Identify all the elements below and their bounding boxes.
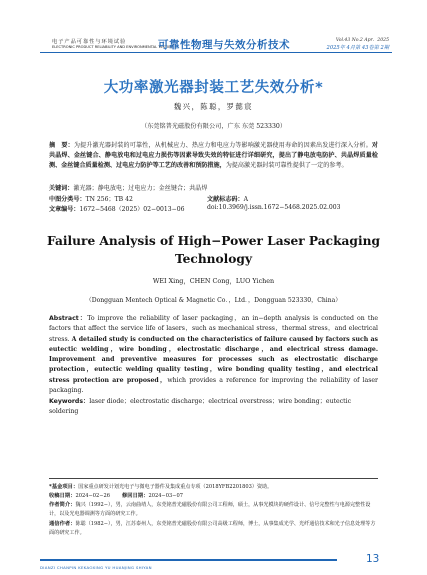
article-number-label: 文章编号：	[49, 206, 80, 213]
keywords-en	[49, 397, 378, 418]
clc-value: TN 256；TB 42	[85, 195, 133, 203]
abstract-en	[49, 314, 378, 396]
abstract-cn-label: 摘 要：	[49, 142, 74, 149]
issue-line: 2025年 4月第 43卷第 2期	[326, 45, 389, 51]
abstract-cn-tail: 为提高激光器封装可靠性提供了一定的参考。	[225, 161, 348, 169]
fund-label: *基金项目：	[49, 484, 79, 490]
section-title: 可靠性物理与失效分析技术	[158, 39, 290, 51]
received-value: 2024−02−26	[75, 493, 110, 499]
footer-rule	[40, 559, 337, 561]
journal-name-cn: 电子产品可靠性与环境试验	[52, 39, 127, 45]
meta-row-clc	[49, 194, 378, 204]
keywords-cn	[49, 183, 378, 193]
clc-label: 中图分类号：	[49, 195, 86, 203]
doc-code-label: 文献标志码：	[207, 195, 244, 203]
keywords-cn-label: 关键词：	[49, 185, 74, 192]
affiliation-cn: （东莞铭普光磁股份有限公司，广东 东莞 523330）	[140, 123, 287, 130]
corresponding-author-label: 通信作者：	[49, 521, 76, 527]
corresponding-author-text: 陈聪（1982−），男，江苏泰州人，东莞铭普光磁股份有限公司高级工程师，博士，从事集成光学、光纤通信技术和光子信息处理等方面的研究工作。	[49, 521, 376, 536]
abstract-en-label: Abstract：	[49, 315, 88, 322]
abstract-en-tail: which provides a reference for improving the reliability of laser packaging.	[49, 376, 378, 395]
abstract-en-text: To improve the reliability of laser packaging，an in−depth analysis is conducted on the factors that affect the service life of lasers，such as mechanical stress，thermal stress，and electrical stress.	[49, 315, 378, 343]
journal-name-en: ELECTRONIC PRODUCT RELIABILITY AND ENVIRONMENTAL TESTING	[52, 45, 174, 49]
fund-text: 国家重点研发计划光电子与微电子器件及集成重点专项（2018YFB2201803）资助。	[78, 484, 273, 490]
abstract-cn-bold-text: 对共晶焊、金丝键合、静电放电和过电应力损伤等因素导致失效的特征进行详细研究，提出了静电放电防护、共晶焊质量检测、金丝键合质量检测、过电应力防护等工艺的改善和预防措施，	[49, 142, 379, 169]
revised-label: 修回日期：	[121, 493, 149, 499]
paper-title-cn: 大功率激光器封装工艺失效分析*	[103, 80, 324, 96]
doi-label: doi:	[207, 204, 219, 211]
authors-cn: 魏兴，陈聪，罗懿宸	[173, 102, 254, 111]
header-rule	[40, 52, 392, 53]
doc-code-value: A	[243, 195, 248, 203]
volume-line: Vol.43 No.2 Apr．2025	[335, 38, 389, 43]
footnote-fund	[49, 483, 378, 492]
keywords-en-label: Keywords：	[49, 398, 90, 405]
keywords-cn-text: 激光器；静电放电；过电应力；金丝键合；共晶焊	[73, 185, 208, 192]
abstract-cn-text: 为提升激光器封装的可靠性，从机械应力、热应力和电应力等影响激光器使用寿命的因素出发进行深入分析。	[73, 142, 372, 149]
affiliation-en: （Dongguan Mentech Optical & Magnetic Co．，Ltd．，Dongguan 523330，China）	[85, 297, 342, 304]
paper-title-en: Failure Analysis of High−Power Laser Packaging Technology	[47, 234, 380, 266]
abstract-cn	[49, 141, 378, 171]
authors-en: WEI Xing，CHEN Cong，LUO Yichen	[152, 277, 275, 285]
meta-row-article	[49, 204, 378, 214]
page-number: 13	[366, 553, 380, 565]
footnote-corresponding-author	[49, 520, 378, 537]
doi-value[interactable]: 10.3969/j.issn.1672−5468.2025.02.003	[218, 204, 341, 211]
revised-value: 2024−03−07	[148, 493, 183, 499]
author-bio-text: 魏兴（1992−），男，云南曲靖人，东莞铭普光磁股份有限公司工程师，硕士，从事光模块的硬件设计、信号完整性与电源完整性设计，以及光电器调测等方面的研究工作。	[49, 502, 371, 517]
footnote-author-bio	[49, 501, 378, 518]
running-header	[0, 0, 427, 52]
received-label: 收稿日期：	[49, 493, 76, 499]
footnote-dates	[49, 492, 378, 501]
abstract-en-bold-text: A detailed study is conducted on the characteristics of failure caused by factors such as eutectic welding，wire bonding，electrostatic discharge，and electrical stress damage. Improvement and preventive measures for processes such as electrostatic discharge protection，eutectic welding quality testing，wire bonding quality testing，and electrical stress protection are proposed，	[49, 335, 378, 384]
footnote-rule	[49, 478, 378, 479]
footer-journal-pinyin: DIANZI CHANPIN KEKAOXING YU HUANJING SHIYAN	[40, 565, 152, 570]
keywords-en-text: laser diode；electrostatic discharge；electrical overstress；wire bonding；eutectic soldering	[49, 398, 352, 416]
article-number-value: 1672−5468（2025）02−0013−06	[79, 206, 185, 213]
author-bio-label: 作者简介：	[49, 502, 76, 508]
